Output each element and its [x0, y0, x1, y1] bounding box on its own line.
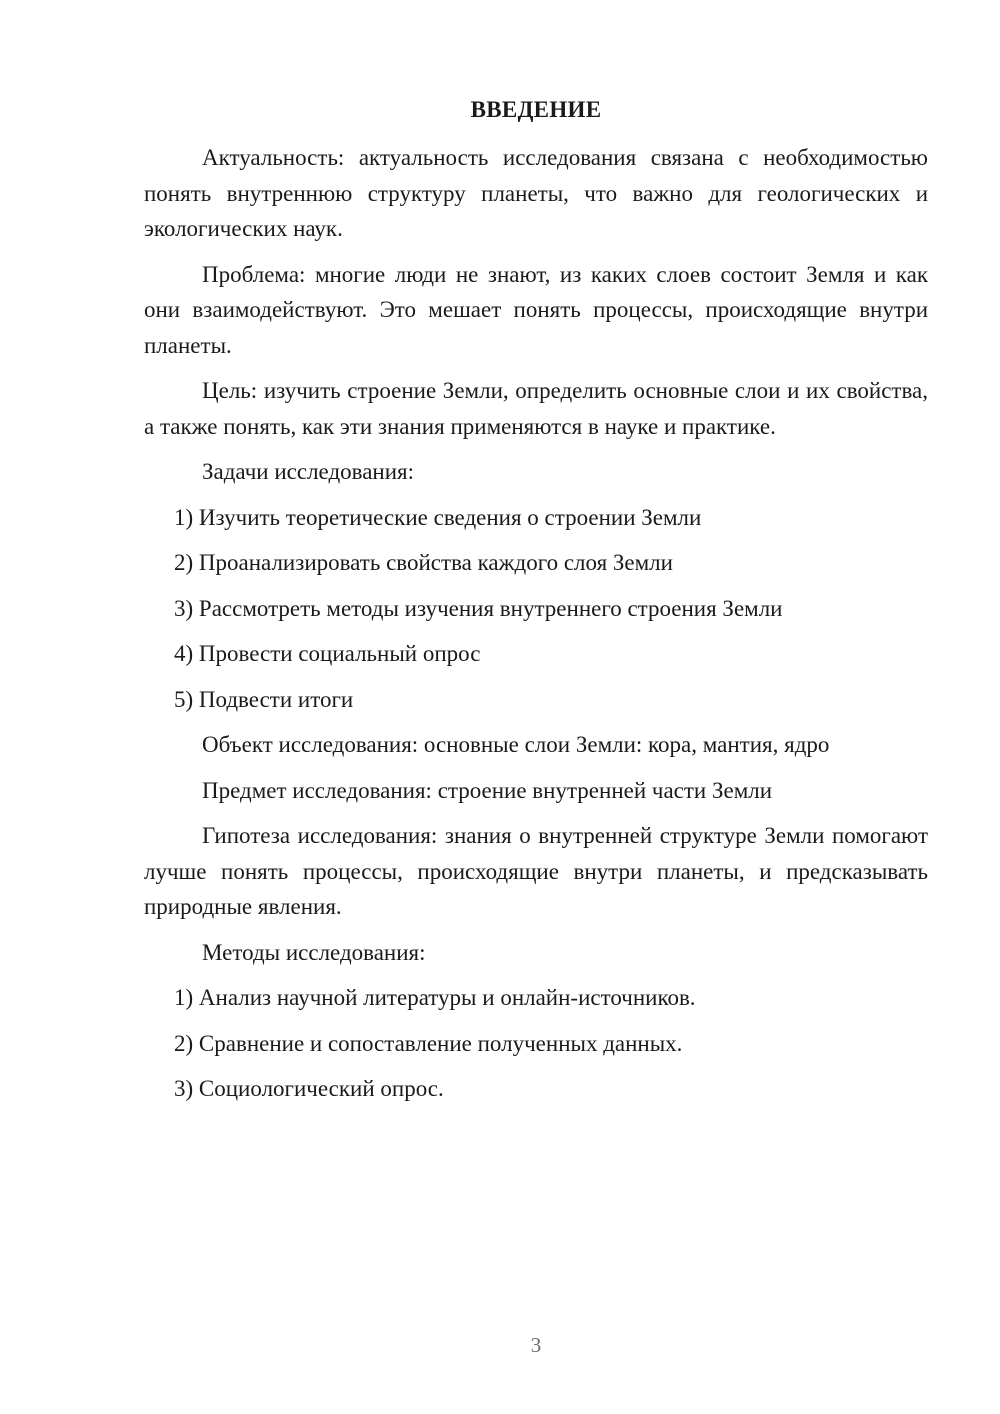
problem-paragraph: Проблема: многие люди не знают, из каких слоев состоит Земля и как они взаимодействуют. Это мешает понять процессы, происходящие внутри планеты.	[144, 261, 928, 358]
method-item-2: 2) Сравнение и сопоставление полученных данных.	[174, 1030, 683, 1056]
page-content	[144, 95, 928, 1117]
subject-line: Предмет исследования: строение внутренней части Земли	[202, 777, 773, 803]
section-title: ВВЕДЕНИЕ	[470, 97, 602, 122]
task-item-4: 4) Провести социальный опрос	[174, 641, 481, 666]
task-item-1: 1) Изучить теоретические сведения о строении Земли	[174, 504, 702, 530]
task-item-2: 2) Проанализировать свойства каждого слоя Земли	[174, 550, 673, 575]
task-item-5: 5) Подвести итоги	[174, 686, 354, 712]
relevance-paragraph: Актуальность: актуальность исследования связана с необходимостью понять внутреннюю структуру планеты, что важно для геологических и экологических наук.	[144, 145, 928, 241]
page-number: 3	[530, 1333, 542, 1357]
tasks-heading: Задачи исследования:	[202, 459, 415, 484]
object-line: Объект исследования: основные слои Земли: кора, мантия, ядро	[202, 732, 830, 757]
hypothesis-paragraph: Гипотеза исследования: знания о внутренней структуре Земли помогают лучше понять процессы, происходящие внутри планеты, и предсказывать природные явления.	[144, 823, 928, 919]
task-item-3: 3) Рассмотреть методы изучения внутреннего строения Земли	[174, 595, 783, 621]
method-item-3: 3) Социологический опрос.	[174, 1076, 444, 1101]
goal-paragraph: Цель: изучить строение Земли, определить основные слои и их свойства, а также понять, как эти знания применяются в науке и практике.	[144, 378, 928, 439]
methods-heading: Методы исследования:	[202, 939, 426, 965]
method-item-1: 1) Анализ научной литературы и онлайн-источников.	[174, 985, 696, 1010]
